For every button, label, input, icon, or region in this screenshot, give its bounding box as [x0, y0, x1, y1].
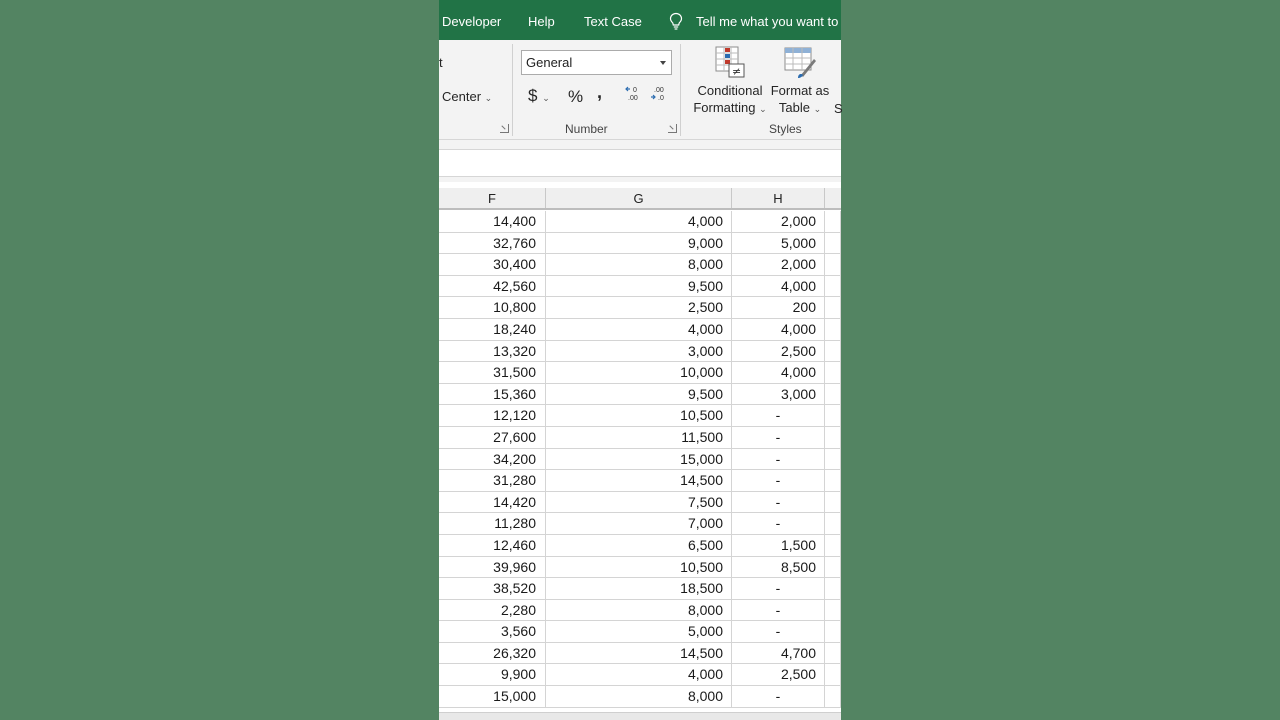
cell-i[interactable]: [825, 276, 841, 297]
cell-i[interactable]: [825, 254, 841, 275]
cell-h[interactable]: 8,500: [732, 557, 825, 578]
cell-g[interactable]: 11,500: [546, 427, 732, 448]
table-row: [439, 319, 841, 341]
tell-me-search[interactable]: Tell me what you want to: [696, 14, 839, 29]
comma-style-button[interactable]: [597, 82, 602, 103]
cell-i[interactable]: [825, 470, 841, 491]
cell-g[interactable]: 8,000: [546, 600, 732, 621]
cell-h[interactable]: -: [732, 578, 825, 599]
alignment-clipped-label: t: [439, 55, 443, 70]
cell-g[interactable]: 8,000: [546, 686, 732, 707]
ribbon: [439, 40, 841, 140]
table-row: [439, 384, 841, 406]
cell-f[interactable]: 11,280: [439, 513, 546, 534]
table-row: [439, 600, 841, 622]
cell-g[interactable]: 4,000: [546, 319, 732, 340]
cell-i[interactable]: [825, 211, 841, 232]
cell-g[interactable]: 5,000: [546, 621, 732, 642]
chevron-down-icon: ⌄: [759, 104, 767, 114]
cell-f[interactable]: 2,280: [439, 600, 546, 621]
cell-h[interactable]: -: [732, 686, 825, 707]
svg-text:.00: .00: [628, 95, 638, 102]
merge-center-label: Center: [442, 89, 482, 104]
tab-text-case[interactable]: Text Case: [584, 14, 642, 29]
cell-f[interactable]: 15,000: [439, 686, 546, 707]
table-row: [439, 254, 841, 276]
conditional-formatting-icon: [713, 45, 747, 79]
dropdown-arrow-icon: [660, 61, 666, 65]
cell-f[interactable]: 10,800: [439, 297, 546, 318]
svg-text:≠: ≠: [732, 65, 742, 78]
cell-i[interactable]: [825, 449, 841, 470]
table-row: [439, 427, 841, 449]
lightbulb-icon[interactable]: [668, 12, 684, 30]
cell-i[interactable]: [825, 492, 841, 513]
cell-h[interactable]: 2,500: [732, 341, 825, 362]
cell-g[interactable]: 9,500: [546, 276, 732, 297]
cell-h[interactable]: -: [732, 405, 825, 426]
cell-f[interactable]: 18,240: [439, 319, 546, 340]
table-row: [439, 297, 841, 319]
cell-i[interactable]: [825, 319, 841, 340]
number-group-label: Number: [565, 122, 608, 136]
cell-h[interactable]: -: [732, 600, 825, 621]
column-header-g[interactable]: G: [546, 188, 732, 208]
table-row: [439, 578, 841, 600]
table-row: [439, 643, 841, 665]
cell-h[interactable]: 4,000: [732, 319, 825, 340]
chevron-down-icon: ⌄: [542, 93, 550, 103]
format-as-table-button[interactable]: [770, 45, 830, 118]
alignment-dialog-launcher-icon[interactable]: [500, 124, 509, 133]
table-row: [439, 233, 841, 255]
tab-developer[interactable]: Developer: [442, 14, 502, 29]
table-row: [439, 276, 841, 298]
cell-f[interactable]: 32,760: [439, 233, 546, 254]
group-separator: [680, 44, 681, 136]
cell-h[interactable]: 3,000: [732, 384, 825, 405]
conditional-formatting-label-2: Formatting: [693, 100, 756, 115]
cell-i[interactable]: [825, 362, 841, 383]
cell-h[interactable]: 4,700: [732, 643, 825, 664]
table-row: [439, 211, 841, 233]
cell-g[interactable]: 8,000: [546, 254, 732, 275]
cell-h[interactable]: -: [732, 470, 825, 491]
cell-f[interactable]: 14,400: [439, 211, 546, 232]
column-header-f[interactable]: F: [439, 188, 546, 208]
table-row: [439, 449, 841, 471]
cell-f[interactable]: 38,520: [439, 578, 546, 599]
cell-f[interactable]: 26,320: [439, 643, 546, 664]
cell-i[interactable]: [825, 297, 841, 318]
table-row: [439, 535, 841, 557]
cell-g[interactable]: 6,500: [546, 535, 732, 556]
group-separator: [512, 44, 513, 136]
cell-i[interactable]: [825, 621, 841, 642]
cell-g[interactable]: 3,000: [546, 341, 732, 362]
cell-h[interactable]: 1,500: [732, 535, 825, 556]
cell-i[interactable]: [825, 664, 841, 685]
cell-g[interactable]: 18,500: [546, 578, 732, 599]
cell-g[interactable]: 9,500: [546, 384, 732, 405]
cell-f[interactable]: 13,320: [439, 341, 546, 362]
cell-f[interactable]: 3,560: [439, 621, 546, 642]
svg-text:.00: .00: [654, 87, 664, 94]
cell-h[interactable]: -: [732, 427, 825, 448]
number-format-value: General: [526, 55, 573, 70]
cell-h[interactable]: 2,500: [732, 664, 825, 685]
table-row: [439, 362, 841, 384]
currency-button[interactable]: [528, 86, 550, 106]
column-header-i[interactable]: [825, 188, 841, 208]
cell-g[interactable]: 10,500: [546, 405, 732, 426]
currency-icon: $: [528, 86, 538, 105]
cell-f[interactable]: 15,360: [439, 384, 546, 405]
cell-f[interactable]: 27,600: [439, 427, 546, 448]
number-format-dropdown[interactable]: [521, 50, 672, 75]
percent-icon: %: [568, 87, 584, 106]
cell-h[interactable]: -: [732, 621, 825, 642]
cell-h[interactable]: 200: [732, 297, 825, 318]
cell-i[interactable]: [825, 384, 841, 405]
cell-i[interactable]: [825, 578, 841, 599]
cell-i[interactable]: [825, 427, 841, 448]
cell-h[interactable]: 2,000: [732, 254, 825, 275]
chevron-down-icon: ⌄: [484, 93, 493, 103]
conditional-formatting-label-1: Conditional: [697, 83, 763, 98]
table-row: [439, 405, 841, 427]
cell-i[interactable]: [825, 233, 841, 254]
table-row: [439, 470, 841, 492]
formula-bar-input[interactable]: [439, 149, 841, 177]
table-row: [439, 557, 841, 579]
cell-styles-clipped-label[interactable]: S: [834, 101, 843, 116]
cell-f[interactable]: 9,900: [439, 664, 546, 685]
cell-g[interactable]: 4,000: [546, 664, 732, 685]
cell-g[interactable]: 14,500: [546, 470, 732, 491]
cell-i[interactable]: [825, 557, 841, 578]
decrease-decimal-button[interactable]: [650, 85, 668, 105]
svg-text:0: 0: [633, 87, 637, 94]
merge-center-button[interactable]: [442, 89, 492, 104]
cell-f[interactable]: 14,420: [439, 492, 546, 513]
cell-f[interactable]: 12,120: [439, 405, 546, 426]
cell-h[interactable]: -: [732, 513, 825, 534]
styles-group-label: Styles: [769, 122, 802, 136]
cell-g[interactable]: 7,000: [546, 513, 732, 534]
grid-body: [439, 211, 841, 708]
cell-i[interactable]: [825, 341, 841, 362]
increase-decimal-icon: [625, 85, 643, 103]
table-row: [439, 492, 841, 514]
cell-h[interactable]: -: [732, 492, 825, 513]
cell-h[interactable]: -: [732, 449, 825, 470]
cell-f[interactable]: 12,460: [439, 535, 546, 556]
table-row: [439, 621, 841, 643]
cell-h[interactable]: 2,000: [732, 211, 825, 232]
tab-help[interactable]: Help: [528, 14, 555, 29]
cell-i[interactable]: [825, 643, 841, 664]
cell-i[interactable]: [825, 405, 841, 426]
cell-g[interactable]: 15,000: [546, 449, 732, 470]
cell-i[interactable]: [825, 600, 841, 621]
cell-h[interactable]: 4,000: [732, 276, 825, 297]
formula-bar-area: [439, 140, 841, 182]
cell-f[interactable]: 39,960: [439, 557, 546, 578]
cell-f[interactable]: 34,200: [439, 449, 546, 470]
column-header-h[interactable]: H: [732, 188, 825, 208]
cell-f[interactable]: 30,400: [439, 254, 546, 275]
svg-text:.0: .0: [658, 95, 664, 102]
cell-h[interactable]: 5,000: [732, 233, 825, 254]
cell-g[interactable]: 2,500: [546, 297, 732, 318]
cell-i[interactable]: [825, 513, 841, 534]
cell-g[interactable]: 14,500: [546, 643, 732, 664]
cell-h[interactable]: 4,000: [732, 362, 825, 383]
horizontal-scrollbar[interactable]: [439, 712, 841, 720]
number-dialog-launcher-icon[interactable]: [668, 124, 677, 133]
format-as-table-label-1: Format as: [770, 83, 830, 98]
cell-i[interactable]: [825, 535, 841, 556]
percent-style-button[interactable]: [568, 87, 583, 107]
increase-decimal-button[interactable]: [625, 85, 643, 105]
decrease-decimal-icon: [650, 85, 668, 103]
cell-g[interactable]: 4,000: [546, 211, 732, 232]
cell-f[interactable]: 31,500: [439, 362, 546, 383]
chevron-down-icon: ⌄: [813, 104, 822, 114]
table-row: [439, 686, 841, 708]
table-row: [439, 664, 841, 686]
cell-g[interactable]: 7,500: [546, 492, 732, 513]
cell-g[interactable]: 10,500: [546, 557, 732, 578]
comma-icon: ,: [597, 82, 603, 102]
cell-f[interactable]: 31,280: [439, 470, 546, 491]
column-header-row: [439, 188, 841, 210]
conditional-formatting-button[interactable]: [689, 45, 771, 118]
cell-i[interactable]: [825, 686, 841, 707]
cell-g[interactable]: 10,000: [546, 362, 732, 383]
cell-g[interactable]: 9,000: [546, 233, 732, 254]
table-row: [439, 513, 841, 535]
cell-f[interactable]: 42,560: [439, 276, 546, 297]
ribbon-tab-bar: [439, 0, 841, 40]
format-as-table-label-2: Table: [778, 100, 810, 115]
excel-window: [439, 0, 841, 720]
table-row: [439, 341, 841, 363]
format-as-table-icon: [783, 45, 817, 79]
